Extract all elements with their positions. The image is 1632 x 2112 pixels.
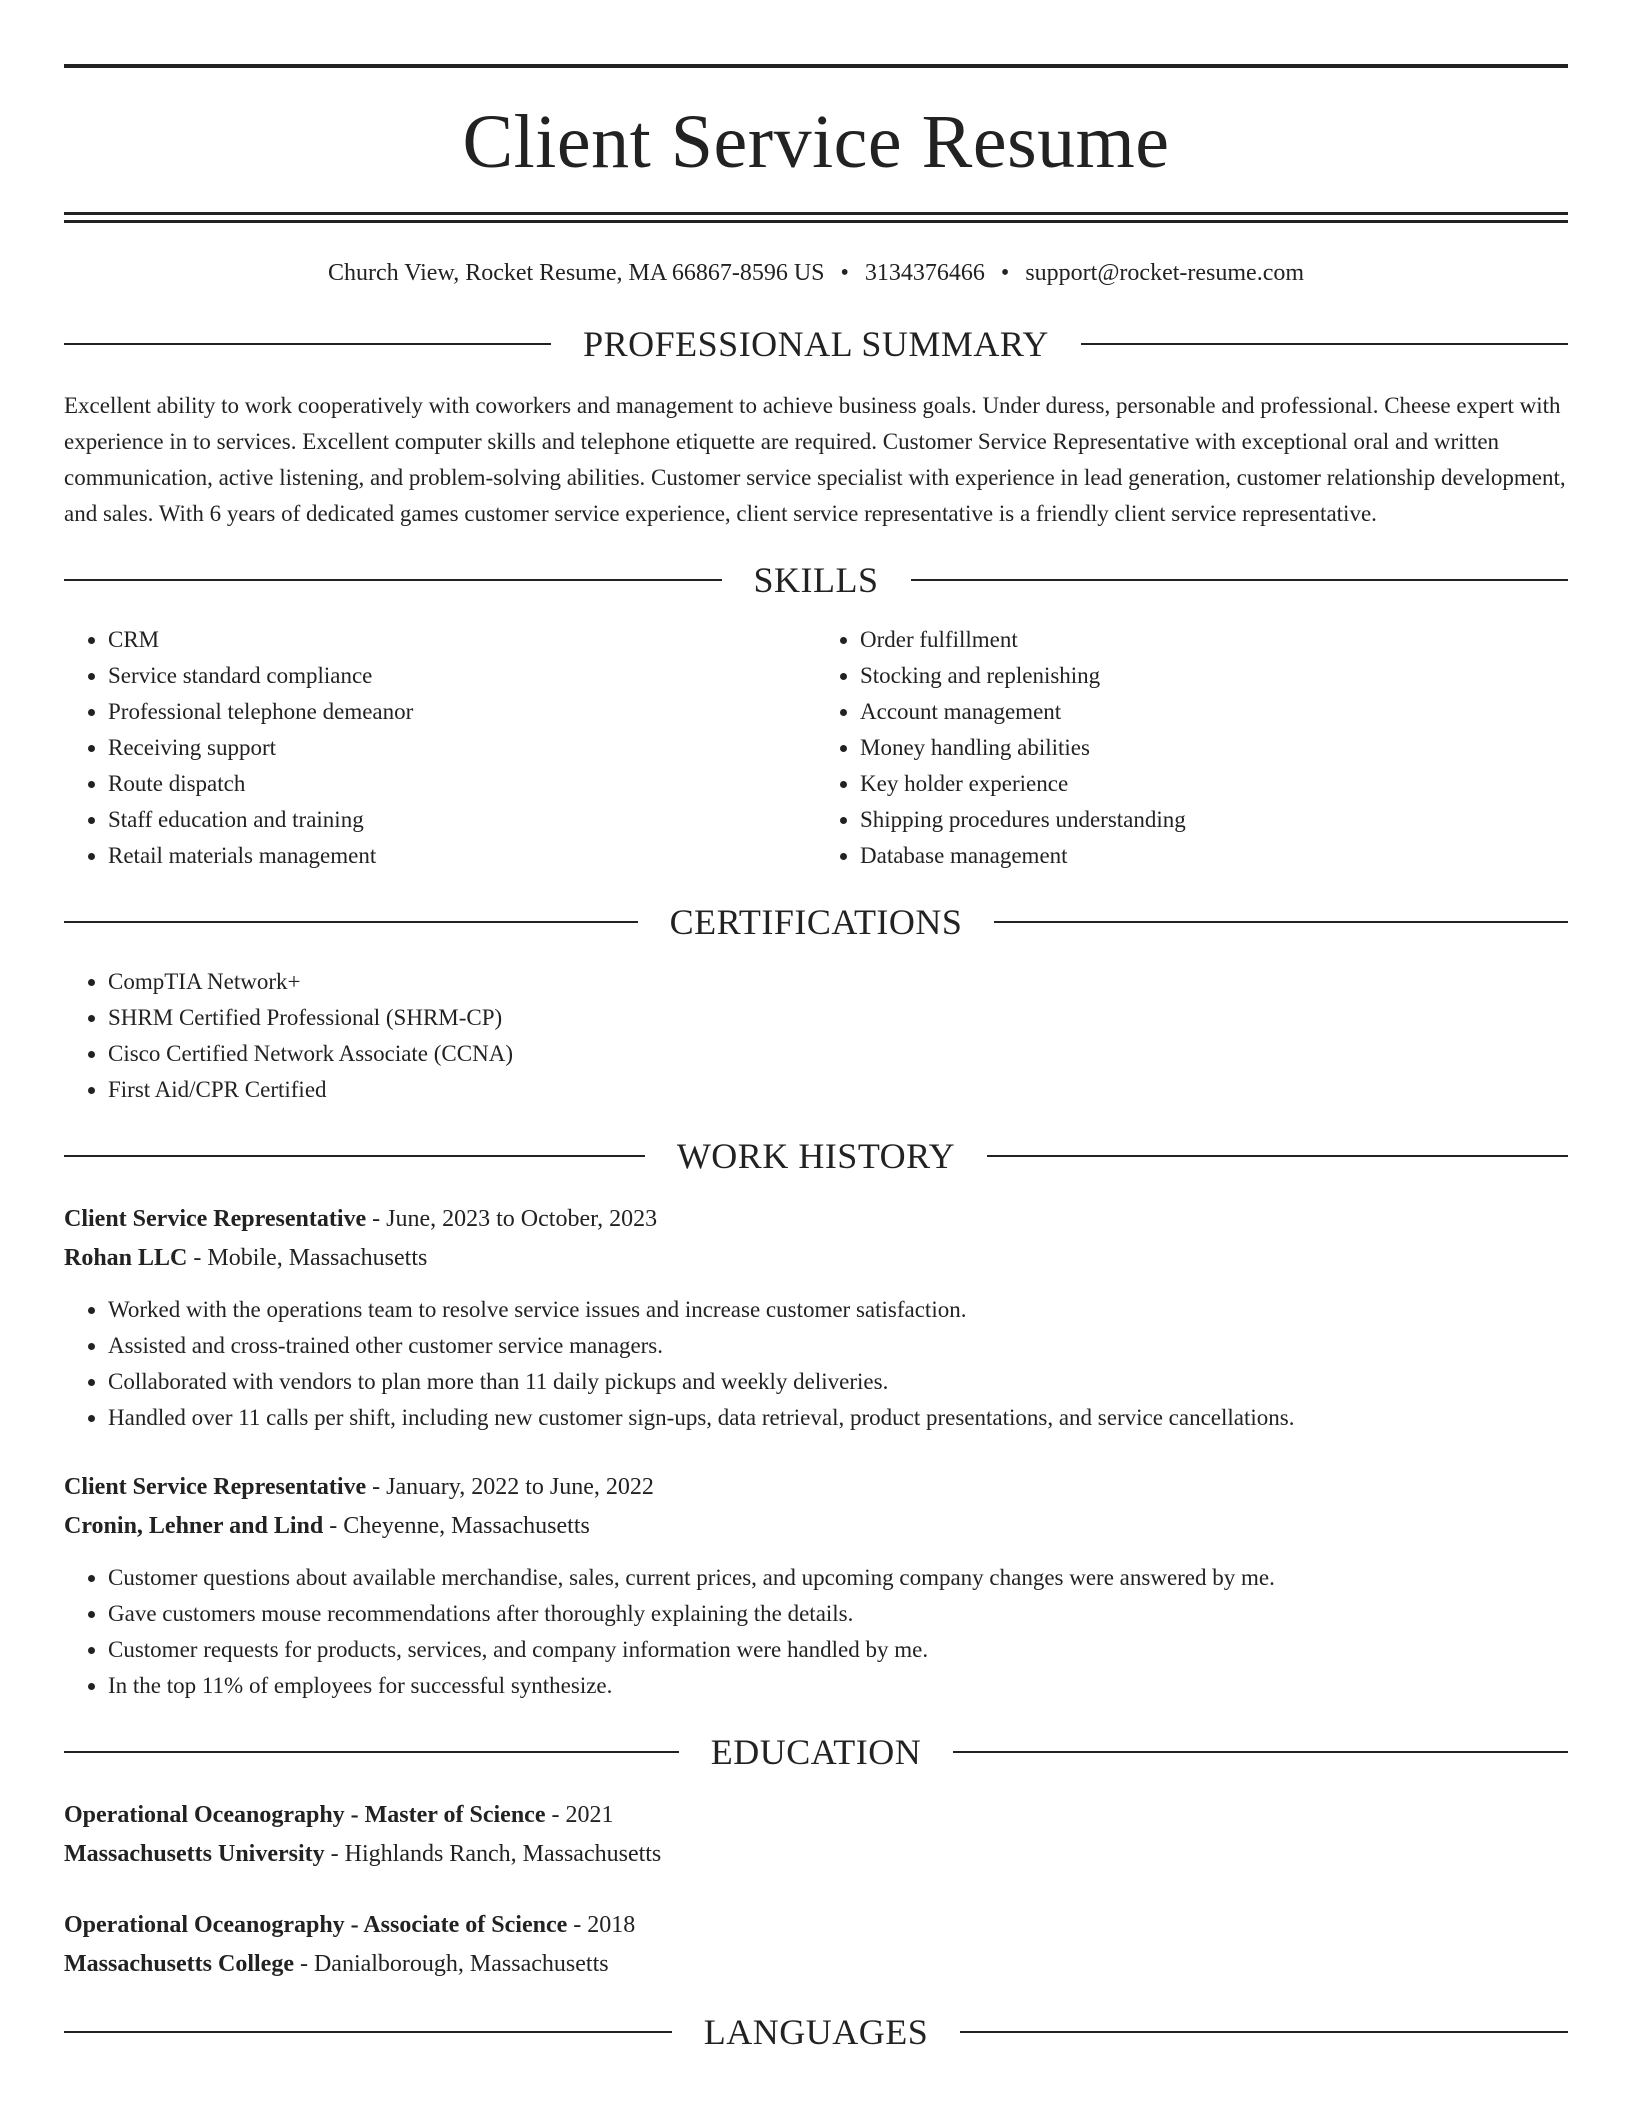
section-heading-education — [64, 1731, 1568, 1772]
job-entry — [64, 1468, 1568, 1704]
heading-rule — [960, 2031, 1568, 2033]
section-heading-languages — [64, 2011, 1568, 2052]
degree-name: Operational Oceanography - Associate of Science — [64, 1911, 568, 1938]
skill-item: • Stocking and replenishing — [860, 658, 1568, 694]
job-title-line — [64, 1468, 1568, 1507]
heading-rule — [1081, 343, 1568, 345]
summary-text: Excellent ability to work cooperatively with coworkers and management to achieve business goals. Under duress, personable and professional. Cheese expert with experience in to services. Excellent computer skills and telephone etiquette are required. Customer Service Representative with exceptional oral and written communication, active listening, and problem-solving abilities. Customer service specialist with experience in lead generation, customer relationship development, and sales. With 6 years of dedicated games customer service experience, client service representative is a friendly client service representative. — [64, 392, 1566, 526]
skill-item: • Route dispatch — [108, 766, 816, 802]
section-heading-summary — [64, 323, 1568, 364]
heading-rule — [64, 579, 722, 581]
job-company: Rohan LLC — [64, 1244, 188, 1271]
section-title: CERTIFICATIONS — [669, 901, 963, 942]
job-duties-list — [64, 1560, 1568, 1704]
job-dates: - June, 2023 to October, 2023 — [366, 1205, 658, 1232]
degree-name: Operational Oceanography - Master of Science — [64, 1801, 546, 1828]
school-line — [64, 1835, 1568, 1874]
degree-line — [64, 1906, 1568, 1945]
section-heading-certifications — [64, 901, 1568, 942]
skill-item: • Staff education and training — [108, 802, 816, 838]
skill-item: • Order fulfillment — [860, 622, 1568, 658]
skill-item: • Professional telephone demeanor — [108, 694, 816, 730]
contact-phone: 3134376466 — [864, 260, 985, 286]
job-title: Client Service Representative — [64, 1473, 367, 1500]
skills-list-left — [64, 622, 816, 874]
job-duty-item: • Customer requests for products, services, and company information were handled by me. — [108, 1632, 1568, 1668]
contact-email[interactable]: support@rocket-resume.com — [1025, 260, 1305, 286]
skill-item: • Receiving support — [108, 730, 816, 766]
job-dates: - January, 2022 to June, 2022 — [366, 1473, 654, 1500]
skill-item: • CRM — [108, 622, 816, 658]
job-company-line — [64, 1239, 1568, 1278]
skill-item: • Money handling abilities — [860, 730, 1568, 766]
certification-item: • First Aid/CPR Certified — [108, 1072, 1568, 1108]
skills-grid — [64, 598, 1568, 874]
section-title: PROFESSIONAL SUMMARY — [583, 323, 1049, 364]
job-duty-item: • Handled over 11 calls per shift, including new customer sign-ups, data retrieval, product presentations, and service cancellations. — [108, 1400, 1568, 1436]
skill-item: • Account management — [860, 694, 1568, 730]
section-title: SKILLS — [753, 559, 879, 600]
skill-item: • Retail materials management — [108, 838, 816, 874]
degree-year: - 2018 — [567, 1911, 636, 1938]
education-entry — [64, 1796, 1568, 1874]
section-title: WORK HISTORY — [676, 1135, 956, 1176]
job-title-line — [64, 1200, 1568, 1239]
job-duty-item: • Customer questions about available merchandise, sales, current prices, and upcoming company changes were answered by me. — [108, 1560, 1568, 1596]
contact-address: Church View, Rocket Resume, MA 66867-8596 US — [327, 260, 825, 286]
heading-rule — [994, 921, 1568, 923]
certification-item: • Cisco Certified Network Associate (CCNA) — [108, 1036, 1568, 1072]
skill-item: • Service standard compliance — [108, 658, 816, 694]
contact-separator: • — [1000, 260, 1010, 286]
contact-line — [64, 259, 1568, 288]
school-line — [64, 1945, 1568, 1984]
heading-rule — [987, 1155, 1568, 1157]
heading-rule — [953, 1751, 1568, 1753]
education-entry — [64, 1906, 1568, 1984]
job-entry — [64, 1200, 1568, 1436]
heading-rule — [64, 1155, 645, 1157]
section-heading-work-history — [64, 1135, 1568, 1176]
job-duty-item: • Collaborated with vendors to plan more than 11 daily pickups and weekly deliveries. — [108, 1364, 1568, 1400]
skill-item: • Shipping procedures understanding — [860, 802, 1568, 838]
heading-rule — [911, 579, 1569, 581]
skill-item: • Key holder experience — [860, 766, 1568, 802]
heading-rule — [64, 343, 551, 345]
job-duties-list — [64, 1292, 1568, 1436]
contact-separator: • — [840, 260, 849, 286]
section-title: EDUCATION — [710, 1731, 922, 1772]
degree-line — [64, 1796, 1568, 1835]
certification-item: • SHRM Certified Professional (SHRM-CP) — [108, 1000, 1568, 1036]
degree-year: - 2021 — [545, 1801, 614, 1828]
section-heading-skills — [64, 559, 1568, 600]
page-title: Client Service Resume — [462, 100, 1170, 184]
school-name: Massachusetts College — [64, 1950, 294, 1977]
job-title: Client Service Representative — [64, 1205, 367, 1232]
title-double-rule — [64, 212, 1568, 223]
skills-list-right — [816, 622, 1568, 874]
job-duty-item: • Assisted and cross-trained other customer service managers. — [108, 1328, 1568, 1364]
school-name: Massachusetts University — [64, 1840, 325, 1867]
school-location: - Highlands Ranch, Massachusetts — [324, 1840, 662, 1867]
certification-item: • CompTIA Network+ — [108, 964, 1568, 1000]
job-duty-item: • Worked with the operations team to resolve service issues and increase customer satisfaction. — [108, 1292, 1568, 1328]
section-title: LANGUAGES — [703, 2011, 929, 2052]
school-location: - Danialborough, Massachusetts — [293, 1950, 609, 1977]
job-company-line — [64, 1507, 1568, 1546]
job-location: - Cheyenne, Massachusetts — [323, 1512, 590, 1539]
heading-rule — [64, 921, 638, 923]
heading-rule — [64, 1751, 679, 1753]
job-location: - Mobile, Massachusetts — [187, 1244, 428, 1271]
job-duty-item: • Gave customers mouse recommendations after thoroughly explaining the details. — [108, 1596, 1568, 1632]
certifications-list — [64, 964, 1568, 1108]
heading-rule — [64, 2031, 672, 2033]
job-duty-item: • In the top 11% of employees for successful synthesize. — [108, 1668, 1568, 1704]
top-rule — [64, 64, 1568, 68]
job-company: Cronin, Lehner and Lind — [64, 1512, 324, 1539]
skill-item: • Database management — [860, 838, 1568, 874]
